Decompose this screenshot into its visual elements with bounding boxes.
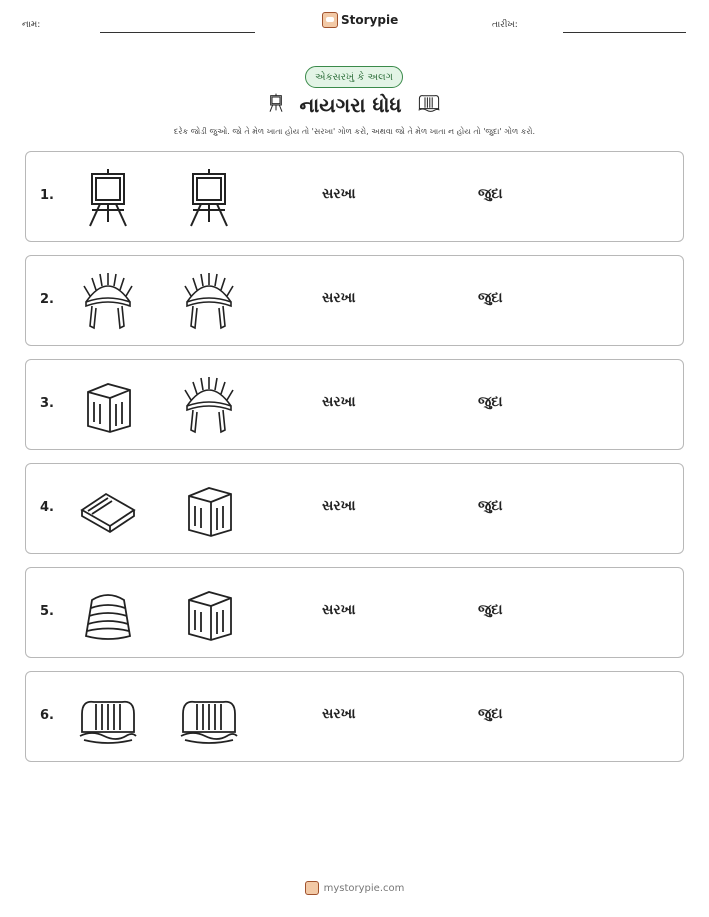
question-number: 4. xyxy=(40,500,54,515)
rock-block-icon xyxy=(179,480,239,540)
headdress-icon xyxy=(179,376,239,436)
different-option[interactable]: જુદા xyxy=(478,290,503,306)
worksheet-type-badge: એકસરખું કે અલગ xyxy=(305,66,403,88)
footer-site[interactable]: mystorypie.com xyxy=(323,882,405,894)
book-icon xyxy=(78,480,138,540)
question-number: 5. xyxy=(40,604,54,619)
brand xyxy=(322,12,398,28)
same-option[interactable]: સરખા xyxy=(322,290,356,306)
question-number: 6. xyxy=(40,708,54,723)
rock-block-icon xyxy=(78,376,138,436)
name-line[interactable] xyxy=(100,32,255,33)
question-row xyxy=(25,151,684,242)
date-line[interactable] xyxy=(563,32,686,33)
storypie-logo-icon xyxy=(322,12,338,28)
same-option[interactable]: સરખા xyxy=(322,394,356,410)
rock-block-icon xyxy=(179,584,239,644)
same-option[interactable]: સરખા xyxy=(322,186,356,202)
same-option[interactable]: સરખા xyxy=(322,602,356,618)
question-row xyxy=(25,567,684,658)
headdress-icon xyxy=(179,272,239,332)
easel-icon xyxy=(78,168,138,228)
question-row xyxy=(25,463,684,554)
name-label: નામ: xyxy=(22,20,41,30)
date-label: તારીખ: xyxy=(492,20,518,30)
headdress-icon xyxy=(78,272,138,332)
easel-icon xyxy=(266,90,286,120)
waterfall-icon xyxy=(78,688,138,748)
same-option[interactable]: સરખા xyxy=(322,498,356,514)
question-number: 1. xyxy=(40,188,54,203)
easel-icon xyxy=(179,168,239,228)
question-row xyxy=(25,671,684,762)
brand-name: Storypie xyxy=(341,13,399,27)
instructions: દરેક જોડી જુઓ. જો તે મેળ ખાતા હોય તો 'સરખા' ગોળ કરો, અથવા જો તે મેળ ખાતા ન હોય તો 'જુદા' ગોળ કરો. xyxy=(173,127,536,136)
waterfall-icon xyxy=(179,688,239,748)
question-row xyxy=(25,255,684,346)
page-title: નાયગરા ધોધ xyxy=(299,93,402,117)
question-number: 3. xyxy=(40,396,54,411)
footer xyxy=(0,881,709,895)
different-option[interactable]: જુદા xyxy=(478,186,503,202)
rock-mound-icon xyxy=(78,584,138,644)
same-option[interactable]: સરખા xyxy=(322,706,356,722)
different-option[interactable]: જુદા xyxy=(478,498,503,514)
storypie-logo-icon xyxy=(305,881,319,895)
question-number: 2. xyxy=(40,292,54,307)
different-option[interactable]: જુદા xyxy=(478,394,503,410)
different-option[interactable]: જુદા xyxy=(478,706,503,722)
title-row xyxy=(0,90,709,120)
waterfall-icon xyxy=(415,91,443,119)
question-row xyxy=(25,359,684,450)
different-option[interactable]: જુદા xyxy=(478,602,503,618)
